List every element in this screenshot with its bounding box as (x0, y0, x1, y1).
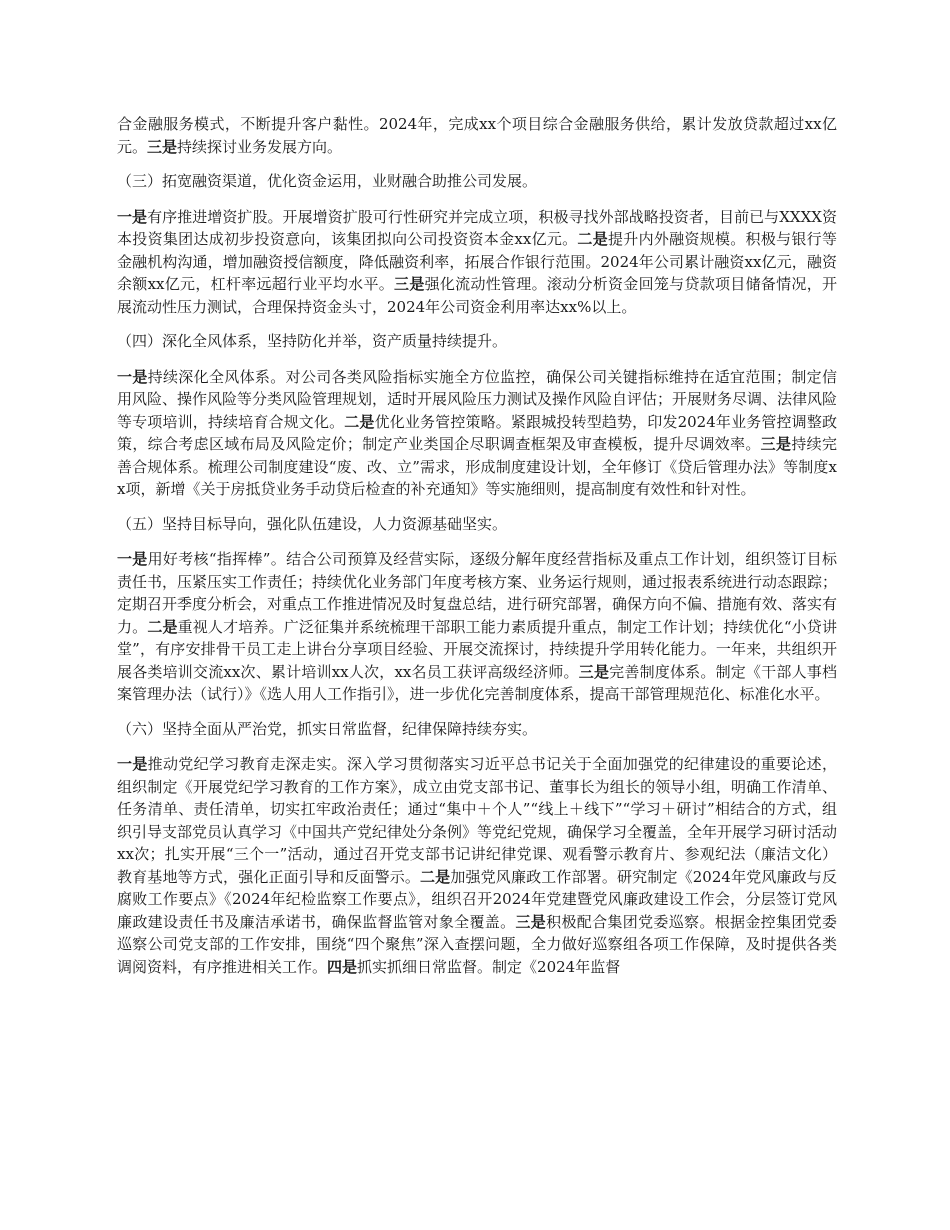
document-page (117, 113, 837, 990)
paragraph-party-discipline: 一是推动党纪学习教育走深走实。深入学习贯彻落实习近平总书记关于全面加强党的纪律建设的重要论述，组织制定《开展党纪学习教育的工作方案》，成立由党支部书记、董事长为组长的领导小组，明确工作清单、任务清单、责任清单，切实扛牢政治责任；通过“集中＋个人”“线上＋线下”“学习＋研讨”相结合的方式，组织引导支部党员认真学习《中国共产党纪律处分条例》等党纪党规，确保学习全覆盖，全年开展学习研讨活动xx次；扎实开展“三个一”活动，通过召开党支部书记讲纪律党课、观看警示教育片、参观纪法（廉洁文化）教育基地等方式，强化正面引导和反面警示。二是加强党风廉政工作部署。研究制定《2024年党风廉政与反腐败工作要点》《2024年纪检监察工作要点》，组织召开2024年党建暨党风廉政建设工作会，分层签订党风廉政建设责任书及廉洁承诺书，确保监督监管对象全覆盖。三是积极配合集团党委巡察。根据金控集团党委巡察公司党支部的工作安排，围绕“四个聚焦”深入查摆问题，全力做好巡察组各项工作保障，及时提供各类调阅资料，有序推进相关工作。四是抓实抓细日常监督。制定《2024年监督 (117, 755, 838, 976)
paragraph-team-building: 一是用好考核“指挥棒”。结合公司预算及经营实际，逐级分解年度经营指标及重点工作计划，组织签订目标责任书，压紧压实工作责任；持续优化业务部门年度考核方案、业务运行规则，通过报表系统进行动态跟踪；定期召开季度分析会，对重点工作推进情况及时复盘总结，进行研究部署，确保方向不偏、措施有效、落实有力。二是重视人才培养。广泛征集并系统梳理干部职工能力素质提升重点，制定工作计划；持续优化“小贷讲堂”，有序安排骨干员工走上讲台分享项目经验、开展交流探讨，持续提升学用转化能力。一年来，共组织开展各类培训交流xx次、累计培训xx人次，xx名员工获评高级经济师。三是完善制度体系。制定《干部人事档案管理办法（试行）》《选人用人工作指引》，进一步优化完善制度体系，提高干部管理规范化、标准化水平。 (117, 550, 838, 703)
section-heading-5: （五）坚持目标导向，强化队伍建设，人力资源基础坚实。 (117, 514, 508, 533)
section-heading-3: （三）拓宽融资渠道，优化资金运用，业财融合助推公司发展。 (117, 172, 538, 190)
section-heading-4: （四）深化全风体系，坚持防化并举，资产质量持续提升。 (117, 332, 508, 350)
paragraph-financing: 一是有序推进增资扩股。开展增资扩股可行性研究并完成立项，积极寻找外部战略投资者，目前已与XXXX资本投资集团达成初步投资意向，该集团拟向公司投资资本金xx亿元。二是提升内外融资规模。积极与银行等金融机构沟通，增加融资授信额度，降低融资利率，拓展合作银行范围。2024年公司累计融资xx亿元，融资余额xx亿元，杠杆率远超行业平均水平。三是强化流动性管理。滚动分析资金回笼与贷款项目储备情况，开展流动性压力测试，合理保持资金头寸，2024年公司资金利用率达xx%以上。 (117, 207, 837, 316)
section-heading-6: （六）坚持全面从严治党，抓实日常监督，纪律保障持续夯实。 (117, 719, 538, 738)
paragraph-risk-control: 一是持续深化全风体系。对公司各类风险指标实施全方位监控，确保公司关键指标维持在适宜范围；制定信用风险、操作风险等分类风险管理规划，适时开展风险压力测试及操作风险自评估；开展财务尽调、法律风险等专项培训，持续培育合规文化。二是优化业务管控策略。紧跟城投转型趋势，印发2024年业务管控调整政策，综合考虑区域布局及风险定价；制定产业类国企尽职调查框架及审查模板，提升尽调效率。三是持续完善合规体系。梳理公司制度建设“废、改、立”需求，形成制度建设计划，全年修订《贷后管理办法》等制度xx项，新增《关于房抵贷业务手动贷后检查的补充通知》等实施细则，提高制度有效性和针对性。 (117, 367, 838, 498)
paragraph-business-summary: 合金融服务模式，不断提升客户黏性。2024年，完成xx个项目综合金融服务供给，累计发放贷款超过xx亿元。三是持续探讨业务发展方向。 (117, 115, 837, 156)
